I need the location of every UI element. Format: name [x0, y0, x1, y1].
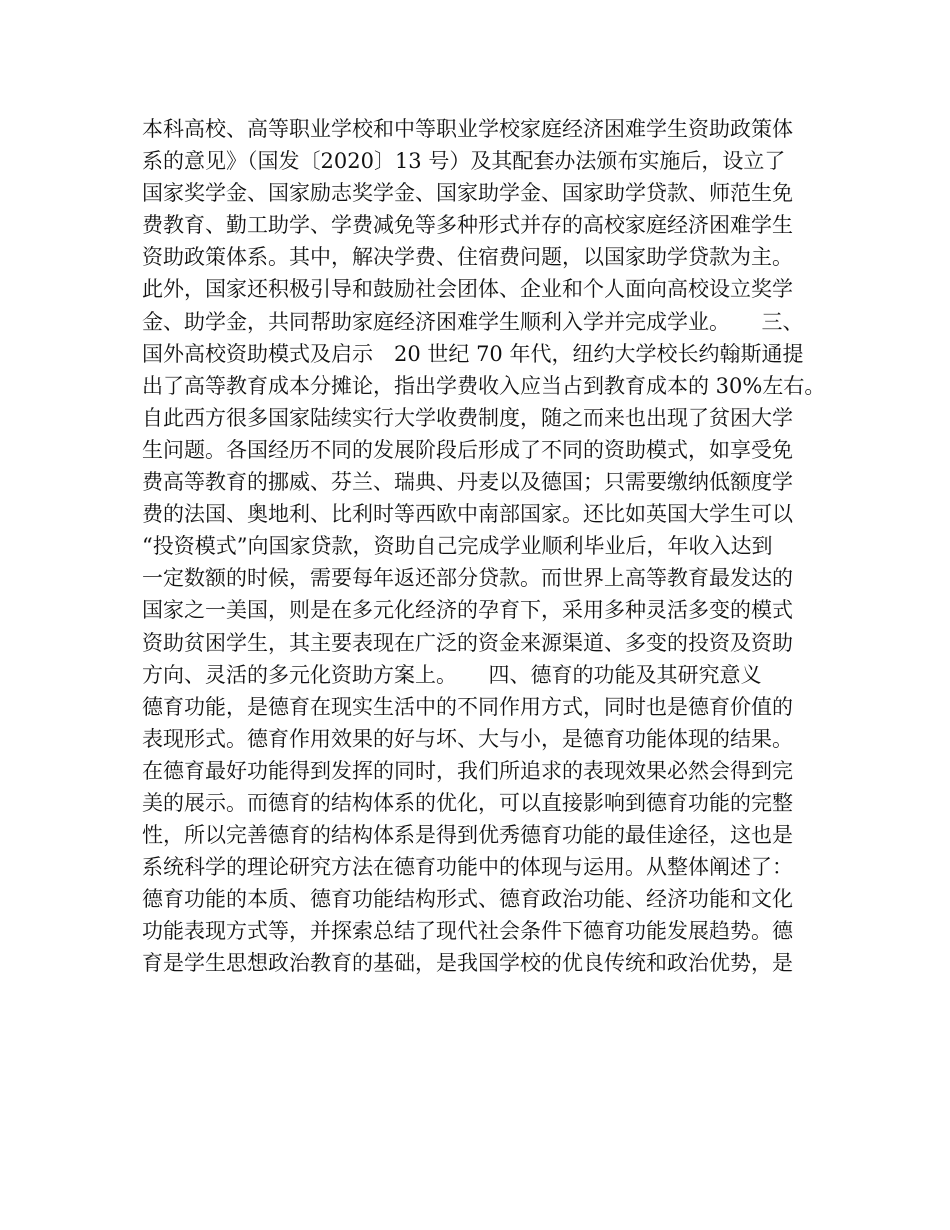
text-line: 生问题。各国经历不同的发展阶段后形成了不同的资助模式，如享受免	[142, 437, 793, 462]
text-line: 资助政策体系。其中，解决学费、住宿费问题，以国家助学贷款为主。	[142, 245, 793, 270]
text-line: 本科高校、高等职业学校和中等职业学校家庭经济困难学生资助政策体	[142, 117, 793, 141]
text-line: 费的法国、奥地利、比利时等西欧中南部国家。还比如英国大学生可以	[142, 502, 793, 527]
text-line: 费高等教育的挪威、芬兰、瑞典、丹麦以及德国；只需要缴纳低额度学	[142, 470, 793, 495]
text-line: “投资模式”向国家贷款，资助自己完成学业顺利毕业后，年收入达到	[142, 534, 773, 559]
text-line: 金、助学金，共同帮助家庭经济困难学生顺利入学并完成学业。 三、	[142, 309, 804, 334]
text-line: 性，所以完善德育的结构体系是得到优秀德育功能的最佳途径，这也是	[142, 823, 793, 848]
text-line: 一定数额的时候，需要每年返还部分贷款。而世界上高等教育最发达的	[142, 566, 793, 591]
text-line: 国家之一美国，则是在多元化经济的孕育下，采用多种灵活多变的模式	[142, 598, 793, 623]
text-line: 出了高等教育成本分摊论，指出学费收入应当占到教育成本的 30%左右。	[142, 373, 826, 398]
text-line: 自此西方很多国家陆续实行大学收费制度，随之而来也出现了贫困大学	[142, 405, 793, 430]
text-line: 系的意见》（国发〔2020〕13 号）及其配套办法颁布实施后，设立了	[142, 149, 786, 174]
text-line: 德育功能的本质、德育功能结构形式、德育政治功能、经济功能和文化	[142, 887, 793, 912]
text-line: 系统科学的理论研究方法在德育功能中的体现与运用。从整体阐述了：	[142, 855, 793, 880]
text-line: 德育功能，是德育在现实生活中的不同作用方式，同时也是德育价值的	[142, 694, 793, 719]
text-line: 资助贫困学生，其主要表现在广泛的资金来源渠道、多变的投资及资助	[142, 630, 793, 655]
text-line: 美的展示。而德育的结构体系的优化，可以直接影响到德育功能的完整	[142, 790, 793, 815]
text-line: 此外，国家还积极引导和鼓励社会团体、企业和个人面向高校设立奖学	[142, 277, 793, 302]
text-line: 方向、灵活的多元化资助方案上。 四、德育的功能及其研究意义	[142, 662, 762, 687]
text-line: 功能表现方式等，并探索总结了现代社会条件下德育功能发展趋势。德	[142, 919, 793, 944]
text-line: 在德育最好功能得到发挥的同时，我们所追求的表现效果必然会得到完	[142, 758, 793, 783]
text-line: 国外高校资助模式及启示 20 世纪 70 年代，纽约大学校长约翰斯通提	[142, 341, 804, 366]
body-paragraph	[142, 113, 842, 980]
text-line: 育是学生思想政治教育的基础，是我国学校的优良传统和政治优势，是	[142, 951, 793, 976]
text-line: 费教育、勤工助学、学费减免等多种形式并存的高校家庭经济困难学生	[142, 213, 793, 238]
text-line: 表现形式。德育作用效果的好与坏、大与小，是德育功能体现的结果。	[142, 726, 793, 751]
text-line: 国家奖学金、国家励志奖学金、国家助学金、国家助学贷款、师范生免	[142, 181, 793, 206]
